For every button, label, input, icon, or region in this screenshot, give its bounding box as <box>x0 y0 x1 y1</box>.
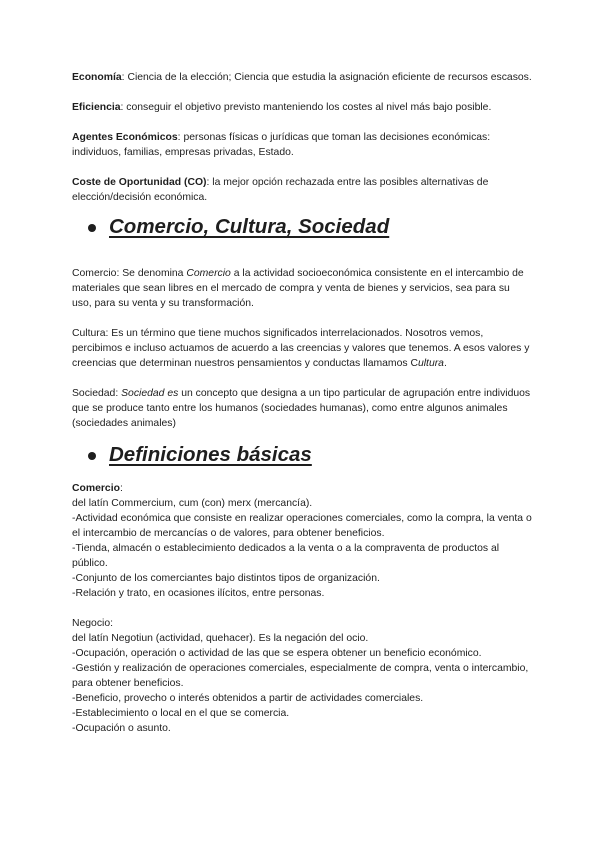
definition-separator: : <box>121 72 128 83</box>
definition-term: Eficiencia <box>72 102 121 113</box>
definition-text: la mejor opción rechazada entre las posibles alternativas de elección/decisión económica. <box>72 177 489 203</box>
heading-text: Comercio, Cultura, Sociedad <box>109 215 390 238</box>
section-heading-definiciones-basicas <box>72 441 532 469</box>
negocio-line: -Ocupación o asunto. <box>72 723 171 734</box>
definition-term: Economía <box>72 72 122 83</box>
comercio-definition-block <box>72 481 532 601</box>
emphasis-text: Sociedad es <box>121 388 179 399</box>
paragraph-sociedad <box>72 386 532 431</box>
definition-term: Agentes Económicos <box>72 132 178 143</box>
definition-eficiencia <box>72 100 532 115</box>
emphasis-text: ultura <box>417 358 444 369</box>
negocio-title: Negocio: <box>72 618 114 629</box>
negocio-line: -Gestión y realización de operaciones comerciales, especialmente de compra, venta o intercambio, para obtener beneficios. <box>72 663 529 689</box>
definition-text: Ciencia de la elección; Ciencia que estudia la asignación eficiente de recursos escasos. <box>127 72 532 83</box>
negocio-line: -Establecimiento o local en el que se comercia. <box>72 708 290 719</box>
comercio-title <box>72 481 532 496</box>
bullet-icon <box>88 224 96 232</box>
title-colon: : <box>119 483 123 494</box>
paragraph-text: un concepto que designa a un tipo particular de agrupación entre individuos que se produce tanto entre los humanos (sociedades humanas), como entre algunos animales (sociedades animales) <box>72 388 531 429</box>
bullet-icon <box>88 452 96 460</box>
paragraph-text: . <box>443 358 447 369</box>
section-heading-comercio-cultura-sociedad <box>72 213 532 241</box>
negocio-line: -Beneficio, provecho o interés obtenidos a partir de actividades comerciales. <box>72 693 424 704</box>
comercio-line: -Tienda, almacén o establecimiento dedicados a la venta o a la compraventa de productos al público. <box>72 543 500 569</box>
paragraph-text: Sociedad: <box>72 388 122 399</box>
paragraph-cultura <box>72 326 532 371</box>
definition-coste-oportunidad <box>72 175 532 205</box>
comercio-line: del latín Commercium, cum (con) merx (mercancía). <box>72 498 313 509</box>
definition-economia <box>72 70 532 85</box>
paragraph-comercio <box>72 266 532 311</box>
paragraph-text: Cultura: Es un término que tiene muchos significados interrelacionados. Nosotros vemos, percibimos e incluso actuamos de acuerdo a las creencias y valores que tenemos. A esos valores y creencias que determinan nuestros pensamientos y conductas llamamos C <box>72 328 530 369</box>
paragraph-text: a la actividad socioeconómica consistente en el intercambio de materiales que sean libres en el mercado de compra y venta de bienes y servicios, sea para su uso, para su venta y su transformación. <box>72 268 524 309</box>
comercio-line: -Conjunto de los comerciantes bajo distintos tipos de organización. <box>72 573 380 584</box>
comercio-line: -Relación y trato, en ocasiones ilícitos, entre personas. <box>72 588 325 599</box>
definition-separator: : <box>120 102 127 113</box>
definition-term: Coste de Oportunidad (CO) <box>72 177 207 188</box>
negocio-definition-block <box>72 616 532 736</box>
definition-text: personas físicas o jurídicas que toman las decisiones económicas: individuos, familias, empresas privadas, Estado. <box>72 132 491 158</box>
negocio-line: -Ocupación, operación o actividad de las que se espera obtener un beneficio económico. <box>72 648 482 659</box>
definition-agentes-economicos <box>72 130 532 160</box>
comercio-line: -Actividad económica que consiste en realizar operaciones comerciales, como la compra, la venta o el intercambio de mercancías o de valores, para obtener beneficios. <box>72 513 532 539</box>
definition-text: conseguir el objetivo previsto manteniendo los costes al nivel más bajo posible. <box>126 102 492 113</box>
negocio-line: del latín Negotiun (actividad, quehacer). Es la negación del ocio. <box>72 633 369 644</box>
definition-separator: : <box>206 177 213 188</box>
block-title: Comercio <box>72 483 120 494</box>
heading-text: Definiciones básicas <box>109 443 312 466</box>
document-content <box>72 70 532 736</box>
paragraph-text: Comercio: Se denomina <box>72 268 187 279</box>
emphasis-text: Comercio <box>186 268 231 279</box>
definition-separator: : <box>177 132 184 143</box>
